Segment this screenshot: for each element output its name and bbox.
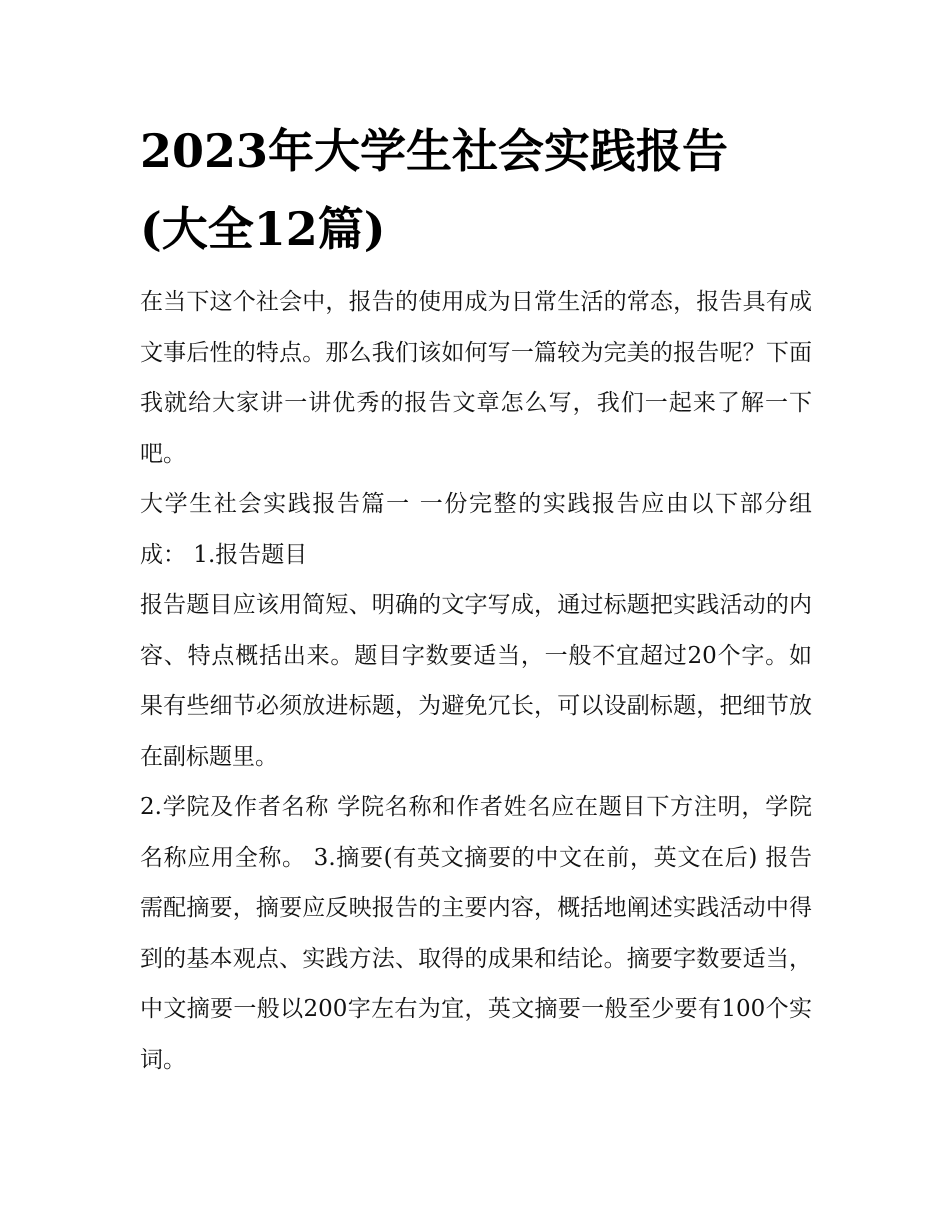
- paragraph-college-abstract: 2.学院及作者名称 学院名称和作者姓名应在题目下方注明，学院名称应用全称。 3.摘要(有英文摘要的中文在前，英文在后) 报告需配摘要，摘要应反映报告的主要内容，概括地阐述实践活动中得到的基本观点、实践方法、取得的成果和结论。摘要字数要适当，中文摘要一般以200字左右为宜，英文摘要一般至少要有100个实词。: [140, 794, 812, 1073]
- paragraph-report-structure: 大学生社会实践报告篇一 一份完整的实践报告应由以下部分组成： 1.报告题目: [140, 491, 812, 568]
- document-body: [140, 277, 812, 1085]
- title-line-1: 2023年大学生社会实践报告: [140, 124, 729, 178]
- document-title: [140, 112, 820, 268]
- title-line-2: (大全12篇): [140, 202, 386, 256]
- paragraph-report-title: 报告题目应该用简短、明确的文字写成，通过标题把实践活动的内容、特点概括出来。题目字数要适当，一般不宜超过20个字。如果有些细节必须放进标题，为避免冗长，可以设副标题，把细节放在副标题里。: [140, 592, 812, 770]
- paragraph-intro: 在当下这个社会中，报告的使用成为日常生活的常态，报告具有成文事后性的特点。那么我们该如何写一篇较为完美的报告呢？下面我就给大家讲一讲优秀的报告文章怎么写，我们一起来了解一下吧。: [140, 289, 812, 467]
